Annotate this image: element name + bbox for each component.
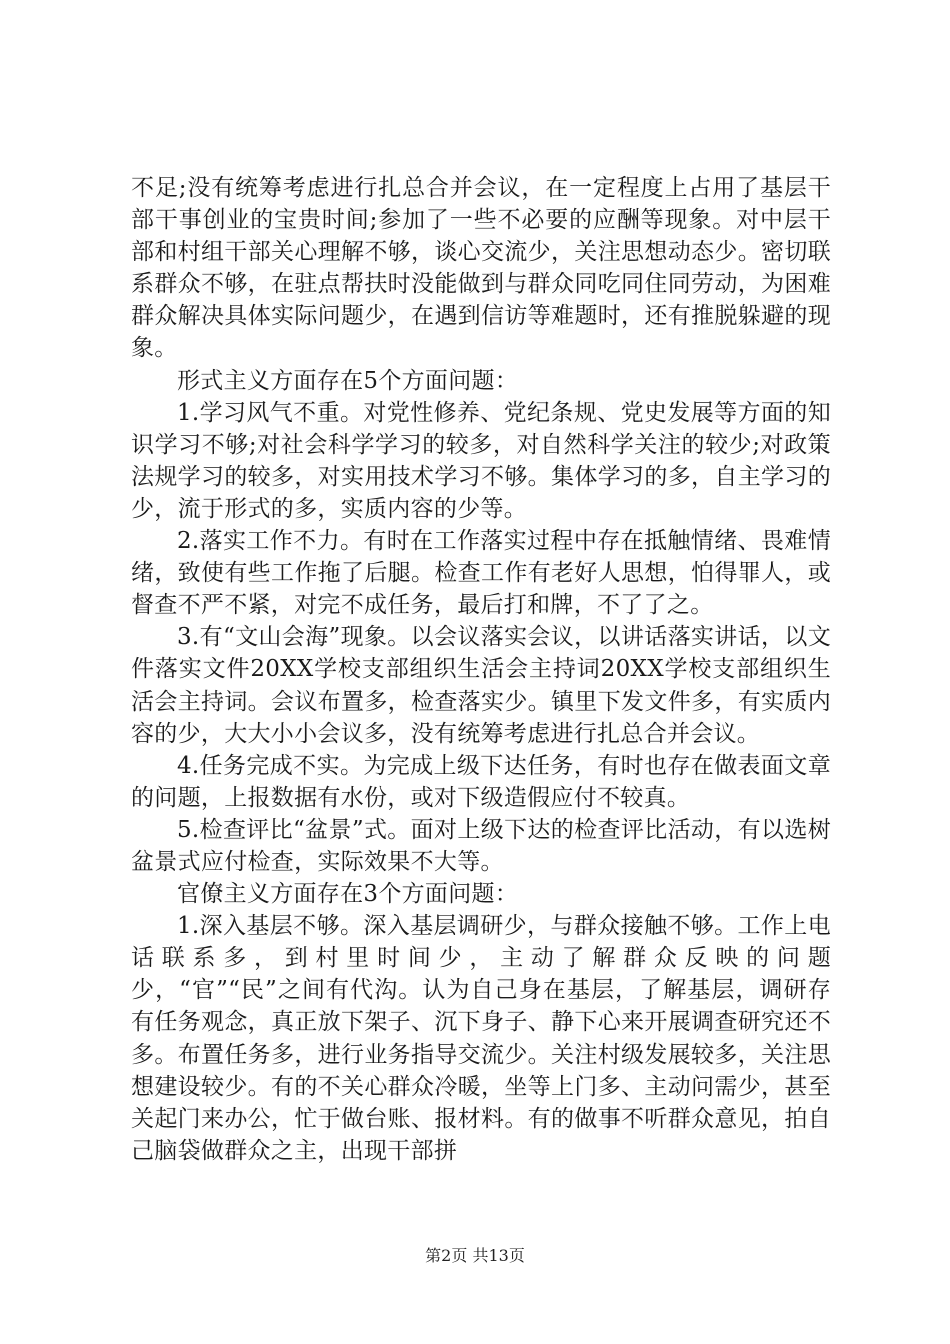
document-body (131, 172, 831, 1167)
page-number: 第2页 (425, 1246, 468, 1265)
paragraph-bureaucratism-heading: 官僚主义方面存在3个方面问题： (177, 881, 519, 908)
paragraph-formalism-item-1: 1.学习风气不重。对党性修养、党纪条规、党史发展等方面的知识学习不够;对社会科学学习的较多，对自然科学关注的较少;对政策法规学习的较多，对实用技术学习不够。集体学习的多，自主学习的少，流于形式的多，实质内容的少等。 (131, 399, 831, 522)
paragraph-formalism-item-5: 5.检查评比“盆景”式。面对上级下达的检查评比活动，有以选树盆景式应付检查，实际效果不大等。 (131, 816, 831, 875)
paragraph-formalism-heading: 形式主义方面存在5个方面问题： (177, 367, 519, 394)
paragraph-bureaucratism-item-1: 1.深入基层不够。深入基层调研少，与群众接触不够。工作上电话联系多，到村里时间少，主动了解群众反映的问题少，“官”“民”之间有代沟。认为自己身在基层，了解基层，调研存有任务观念，真正放下架子、沉下身子、静下心来开展调查研究还不多。布置任务多，进行业务指导交流少。关注村级发展较多，关注思想建设较少。有的不关心群众冷暖，坐等上门多、主动问需少，甚至关起门来办公，忙于做台账、报材料。有的做事不听群众意见，拍自己脑袋做群众之主，出现干部拼 (131, 913, 831, 1164)
page-footer (0, 1243, 950, 1266)
paragraph-formalism-item-2: 2.落实工作不力。有时在工作落实过程中存在抵触情绪、畏难情绪，致使有些工作拖了后腿。检查工作有老好人思想，怕得罪人，或督查不严不紧，对完不成任务，最后打和牌，不了了之。 (131, 528, 831, 619)
paragraph-formalism-item-3: 3.有“文山会海”现象。以会议落实会议，以讲话落实讲话，以文件落实文件20XX学校支部组织生活会主持词20XX学校支部组织生活会主持词。会议布置多，检查落实少。镇里下发文件多，有实质内容的少，大大小小会议多，没有统筹考虑进行扎总合并会议。 (131, 624, 831, 747)
paragraph-formalism-item-4: 4.任务完成不实。为完成上级下达任务，有时也存在做表面文章的问题，上报数据有水份，或对下级造假应付不较真。 (131, 752, 831, 811)
paragraph-continuation: 不足;没有统筹考虑进行扎总合并会议，在一定程度上占用了基层干部干事创业的宝贵时间;参加了一些不必要的应酬等现象。对中层干部和村组干部关心理解不够，谈心交流少，关注思想动态少。密切联系群众不够，在驻点帮扶时没能做到与群众同吃同住同劳动，为困难群众解决具体实际问题少，在遇到信访等难题时，还有推脱躲避的现象。 (131, 175, 831, 362)
page-total: 共13页 (472, 1246, 525, 1265)
